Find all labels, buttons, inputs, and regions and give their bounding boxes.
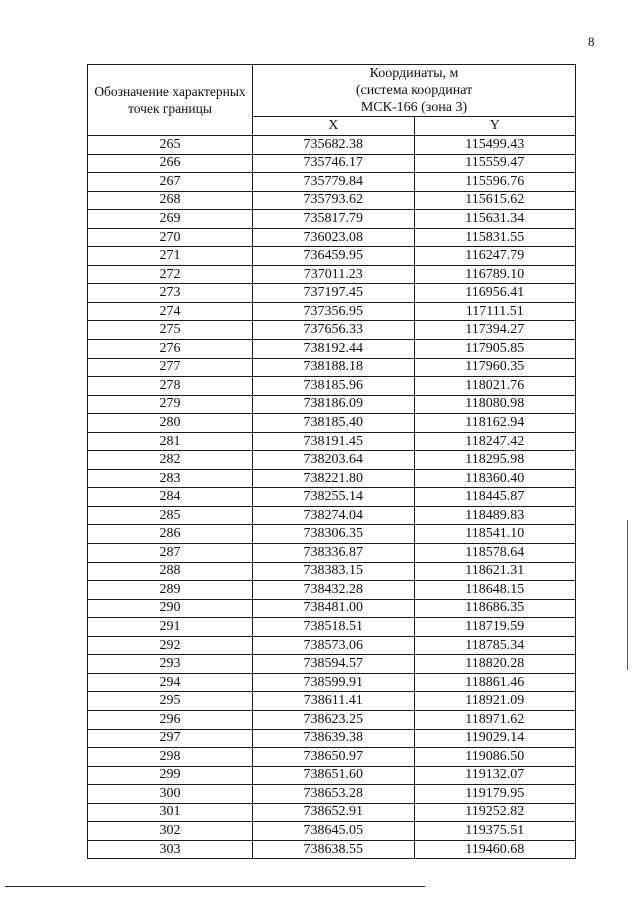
point-cell: 276 — [88, 340, 253, 359]
point-cell: 282 — [88, 451, 253, 470]
y-cell: 115559.47 — [414, 154, 576, 173]
point-cell: 297 — [88, 729, 253, 748]
table-row — [88, 766, 576, 785]
page-number: 8 — [588, 34, 595, 49]
table-row — [88, 321, 576, 340]
table-row — [88, 618, 576, 637]
table-row — [88, 729, 576, 748]
y-cell: 115499.43 — [414, 136, 576, 155]
table-row — [88, 599, 576, 618]
x-cell: 736023.08 — [253, 228, 415, 247]
y-cell: 119375.51 — [414, 822, 576, 841]
point-cell: 285 — [88, 506, 253, 525]
table-row — [88, 284, 576, 303]
x-cell: 737197.45 — [253, 284, 415, 303]
table-row — [88, 265, 576, 284]
x-cell: 737356.95 — [253, 302, 415, 321]
point-cell: 293 — [88, 655, 253, 674]
coordinates-header-line3: МСК-166 (зона 3) — [360, 100, 468, 115]
table-row — [88, 228, 576, 247]
x-cell: 738653.28 — [253, 785, 415, 804]
x-cell: 738518.51 — [253, 618, 415, 637]
x-cell: 738639.38 — [253, 729, 415, 748]
point-cell: 280 — [88, 414, 253, 433]
table-row — [88, 636, 576, 655]
y-cell: 117905.85 — [414, 340, 576, 359]
table-row — [88, 673, 576, 692]
table-row — [88, 469, 576, 488]
x-cell: 738650.97 — [253, 748, 415, 767]
point-cell: 271 — [88, 247, 253, 266]
point-cell: 298 — [88, 748, 253, 767]
x-cell: 738594.57 — [253, 655, 415, 674]
y-cell: 118921.09 — [414, 692, 576, 711]
point-cell: 289 — [88, 581, 253, 600]
x-cell: 735682.38 — [253, 136, 415, 155]
point-cell: 283 — [88, 469, 253, 488]
y-cell: 119029.14 — [414, 729, 576, 748]
coordinates-header-line2: (система координат — [355, 83, 473, 98]
x-cell: 738599.91 — [253, 673, 415, 692]
y-cell: 118080.98 — [414, 395, 576, 414]
y-cell: 118861.46 — [414, 673, 576, 692]
point-cell: 274 — [88, 302, 253, 321]
table-row — [88, 840, 576, 859]
table-row — [88, 358, 576, 377]
point-cell: 295 — [88, 692, 253, 711]
x-cell: 738383.15 — [253, 562, 415, 581]
x-cell: 737656.33 — [253, 321, 415, 340]
y-cell: 117394.27 — [414, 321, 576, 340]
table-row — [88, 432, 576, 451]
y-cell: 118578.64 — [414, 544, 576, 563]
x-cell: 738432.28 — [253, 581, 415, 600]
point-cell: 269 — [88, 210, 253, 229]
x-cell: 738306.35 — [253, 525, 415, 544]
point-cell: 301 — [88, 803, 253, 822]
point-cell: 278 — [88, 377, 253, 396]
y-cell: 118648.15 — [414, 581, 576, 600]
point-cell: 268 — [88, 191, 253, 210]
point-cell: 270 — [88, 228, 253, 247]
x-cell: 738255.14 — [253, 488, 415, 507]
x-cell: 735817.79 — [253, 210, 415, 229]
y-cell: 118162.94 — [414, 414, 576, 433]
table-row — [88, 154, 576, 173]
y-cell: 116789.10 — [414, 265, 576, 284]
table-row — [88, 488, 576, 507]
y-cell: 118021.76 — [414, 377, 576, 396]
point-cell: 299 — [88, 766, 253, 785]
x-cell: 738651.60 — [253, 766, 415, 785]
y-cell: 118541.10 — [414, 525, 576, 544]
point-cell: 266 — [88, 154, 253, 173]
y-cell: 118247.42 — [414, 432, 576, 451]
y-cell: 118686.35 — [414, 599, 576, 618]
x-cell: 738221.80 — [253, 469, 415, 488]
table-row — [88, 803, 576, 822]
y-cell: 118295.98 — [414, 451, 576, 470]
y-cell: 115596.76 — [414, 173, 576, 192]
point-cell: 294 — [88, 673, 253, 692]
table-row — [88, 395, 576, 414]
y-cell: 117960.35 — [414, 358, 576, 377]
table-body — [88, 136, 576, 859]
x-cell: 738623.25 — [253, 710, 415, 729]
point-cell: 292 — [88, 636, 253, 655]
x-cell: 738573.06 — [253, 636, 415, 655]
table-row — [88, 710, 576, 729]
point-cell: 287 — [88, 544, 253, 563]
y-cell: 118621.31 — [414, 562, 576, 581]
x-cell: 735779.84 — [253, 173, 415, 192]
y-cell: 119086.50 — [414, 748, 576, 767]
y-column-header: Y — [414, 117, 576, 136]
x-cell: 738188.18 — [253, 358, 415, 377]
table-row — [88, 377, 576, 396]
table-row — [88, 191, 576, 210]
x-cell: 738191.45 — [253, 432, 415, 451]
table-row — [88, 655, 576, 674]
x-cell: 735793.62 — [253, 191, 415, 210]
x-cell: 738203.64 — [253, 451, 415, 470]
y-cell: 118445.87 — [414, 488, 576, 507]
point-cell: 288 — [88, 562, 253, 581]
y-cell: 118360.40 — [414, 469, 576, 488]
point-cell: 284 — [88, 488, 253, 507]
point-cell: 277 — [88, 358, 253, 377]
y-cell: 118785.34 — [414, 636, 576, 655]
table-row — [88, 451, 576, 470]
y-cell: 115615.62 — [414, 191, 576, 210]
y-cell: 119460.68 — [414, 840, 576, 859]
x-cell: 738274.04 — [253, 506, 415, 525]
y-cell: 118820.28 — [414, 655, 576, 674]
y-cell: 117111.51 — [414, 302, 576, 321]
point-cell: 302 — [88, 822, 253, 841]
table-row — [88, 562, 576, 581]
point-cell: 267 — [88, 173, 253, 192]
y-cell: 115831.55 — [414, 228, 576, 247]
y-cell: 116247.79 — [414, 247, 576, 266]
table-row — [88, 525, 576, 544]
point-cell: 265 — [88, 136, 253, 155]
y-cell: 119132.07 — [414, 766, 576, 785]
table-row — [88, 247, 576, 266]
coordinates-header — [253, 65, 576, 117]
scan-margin-mark — [627, 520, 628, 670]
point-cell: 286 — [88, 525, 253, 544]
point-cell: 281 — [88, 432, 253, 451]
x-cell: 738186.09 — [253, 395, 415, 414]
y-cell: 116956.41 — [414, 284, 576, 303]
coordinates-table — [87, 64, 576, 859]
y-cell: 118971.62 — [414, 710, 576, 729]
table-row — [88, 581, 576, 600]
table-row — [88, 748, 576, 767]
y-cell: 118489.83 — [414, 506, 576, 525]
point-cell: 290 — [88, 599, 253, 618]
y-cell: 118719.59 — [414, 618, 576, 637]
y-cell: 119179.95 — [414, 785, 576, 804]
table-row — [88, 173, 576, 192]
table-row — [88, 544, 576, 563]
point-cell: 296 — [88, 710, 253, 729]
x-column-header: X — [253, 117, 415, 136]
coordinates-header-line1: Координаты, м — [369, 66, 459, 81]
point-cell: 303 — [88, 840, 253, 859]
x-cell: 738192.44 — [253, 340, 415, 359]
x-cell: 738652.91 — [253, 803, 415, 822]
table-row — [88, 692, 576, 711]
point-cell: 275 — [88, 321, 253, 340]
x-cell: 738611.41 — [253, 692, 415, 711]
point-cell: 273 — [88, 284, 253, 303]
x-cell: 738185.40 — [253, 414, 415, 433]
table-row — [88, 302, 576, 321]
point-cell: 291 — [88, 618, 253, 637]
table-row — [88, 506, 576, 525]
table-row — [88, 210, 576, 229]
x-cell: 738185.96 — [253, 377, 415, 396]
table-row — [88, 785, 576, 804]
point-cell: 279 — [88, 395, 253, 414]
y-cell: 115631.34 — [414, 210, 576, 229]
table-row — [88, 414, 576, 433]
table-row — [88, 340, 576, 359]
table-row — [88, 822, 576, 841]
x-cell: 738481.00 — [253, 599, 415, 618]
x-cell: 735746.17 — [253, 154, 415, 173]
x-cell: 738645.05 — [253, 822, 415, 841]
table-row — [88, 136, 576, 155]
x-cell: 737011.23 — [253, 265, 415, 284]
x-cell: 738336.87 — [253, 544, 415, 563]
footer-rule — [5, 886, 425, 887]
y-cell: 119252.82 — [414, 803, 576, 822]
point-designation-header: Обозначение характерных точек границы — [88, 65, 253, 136]
point-cell: 272 — [88, 265, 253, 284]
point-cell: 300 — [88, 785, 253, 804]
x-cell: 738638.55 — [253, 840, 415, 859]
x-cell: 736459.95 — [253, 247, 415, 266]
